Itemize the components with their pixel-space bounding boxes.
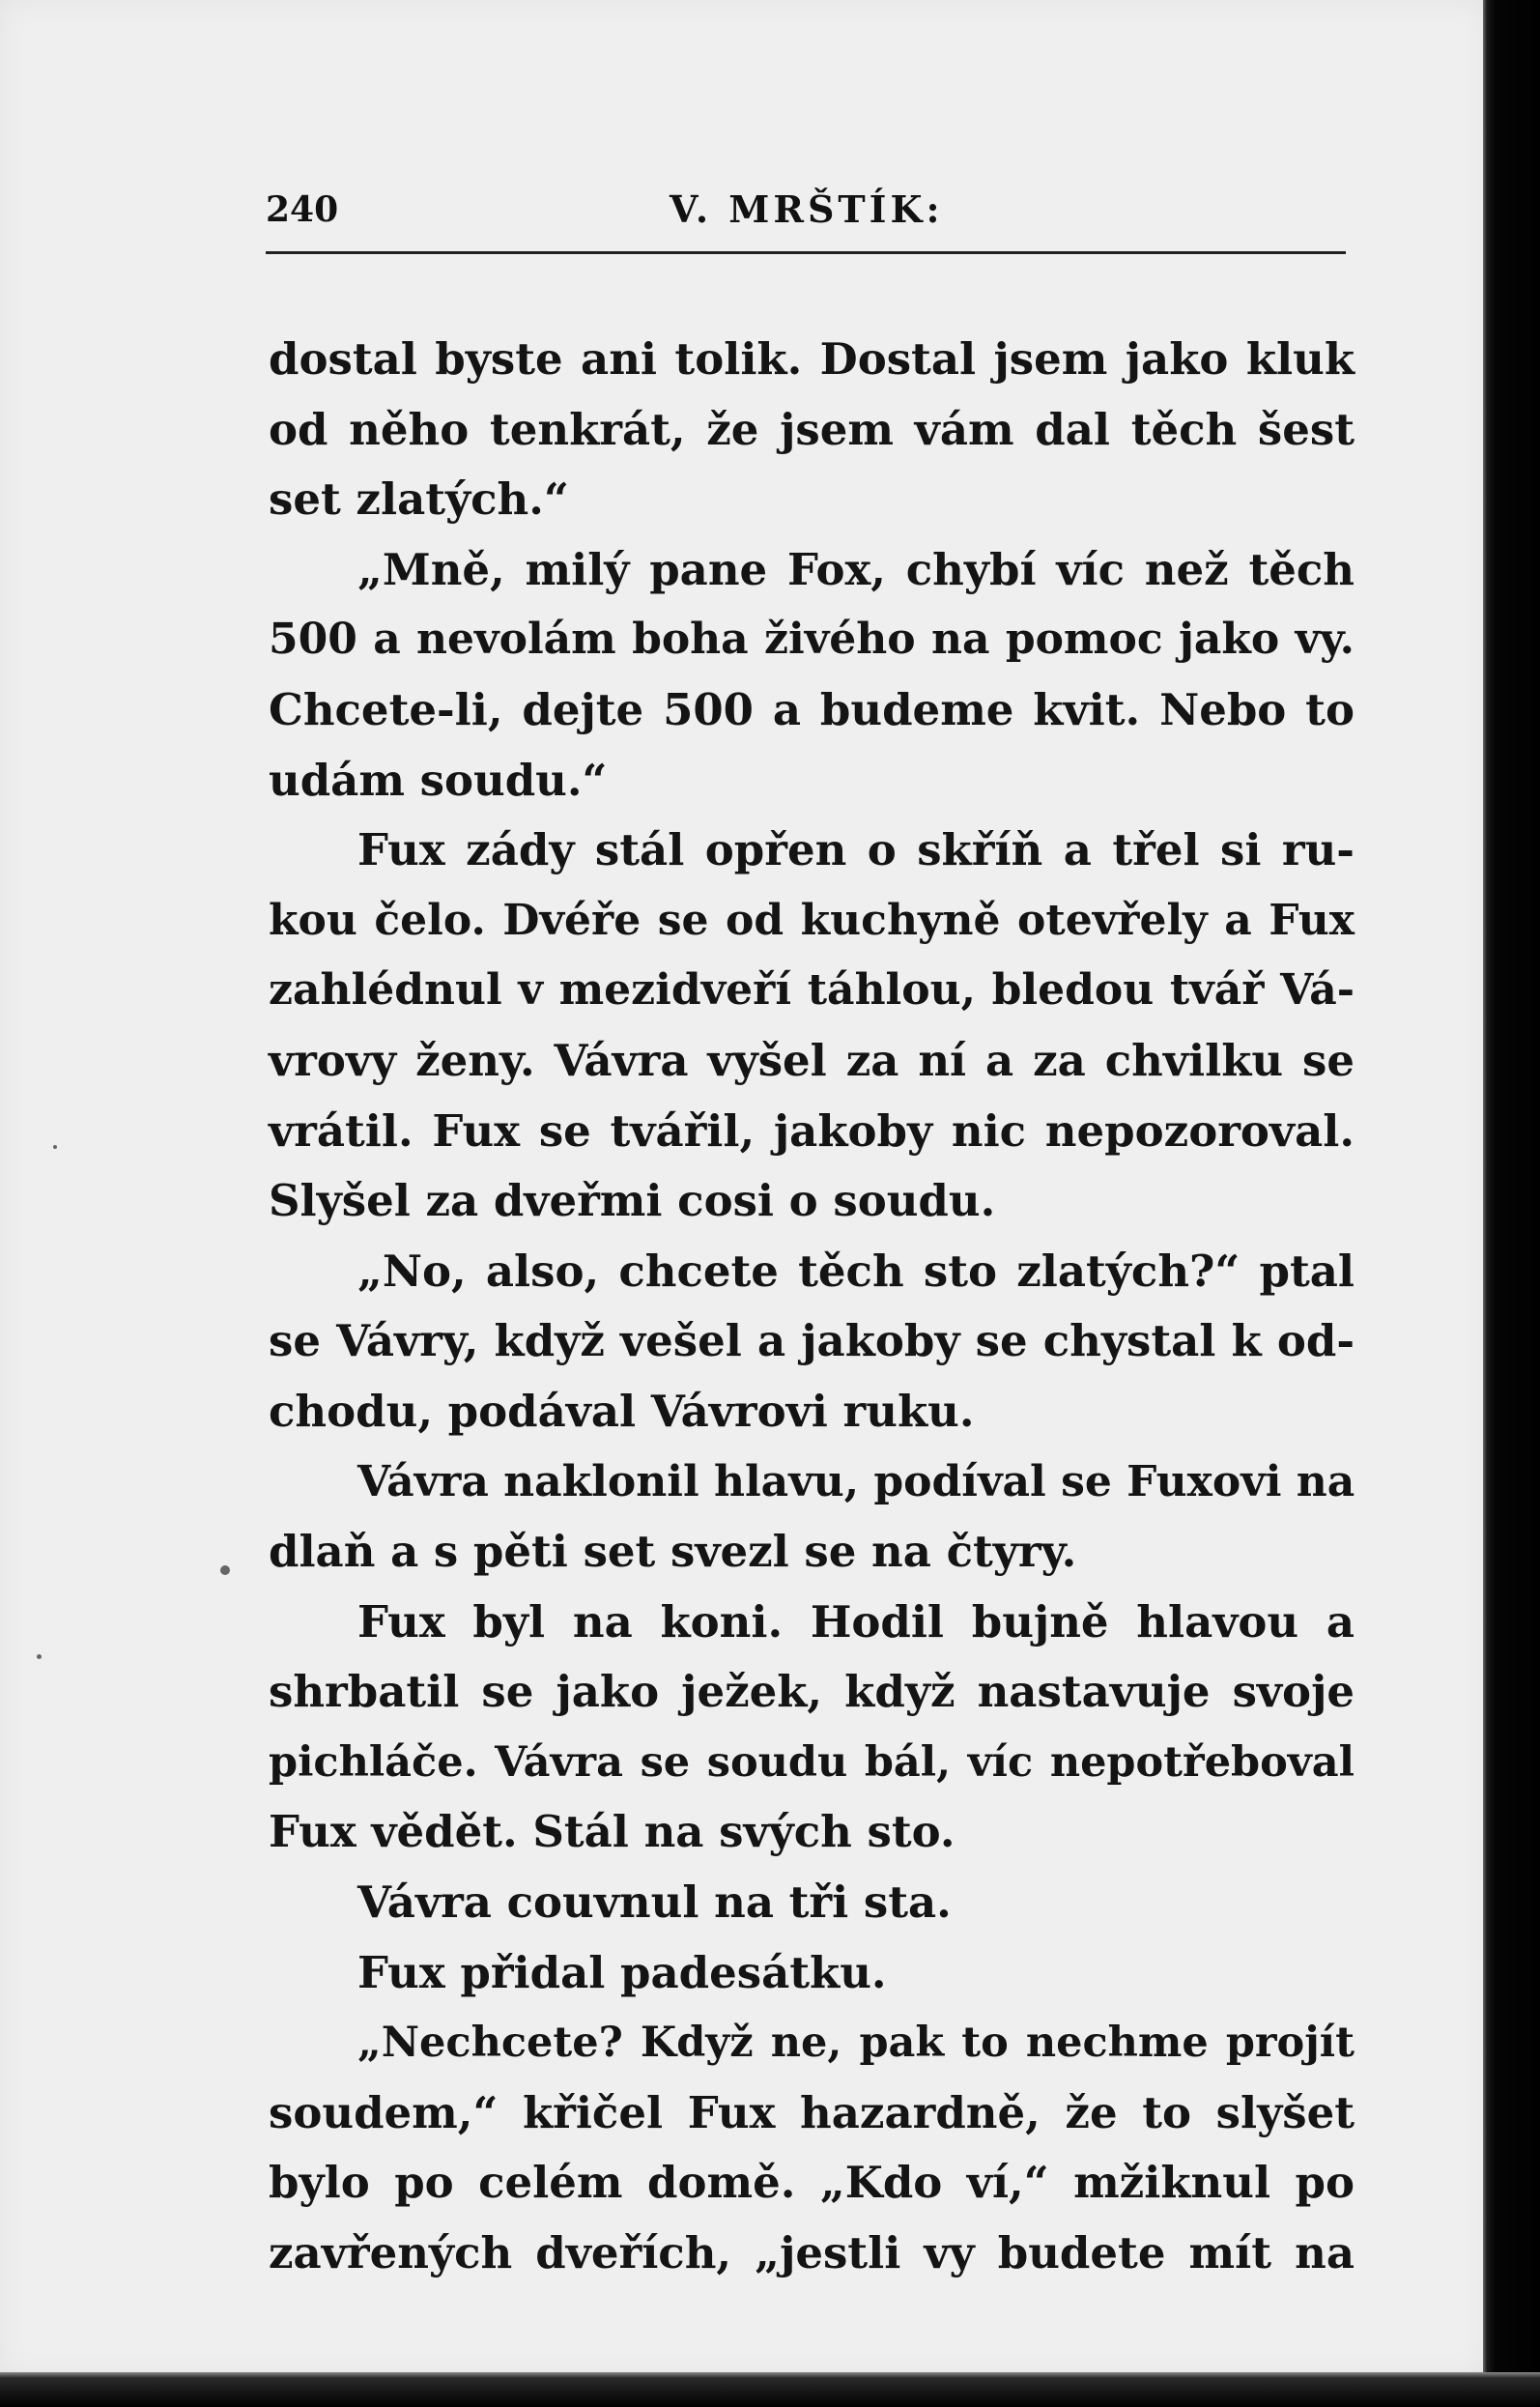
text-line: udám soudu.“ xyxy=(269,754,608,806)
text-line: pichláče. Vávra se soudu bál, víc nepotřeboval xyxy=(269,1737,1355,1787)
text-line: od něho tenkrát, že jsem vám dal těch šest xyxy=(269,403,1355,455)
text-line: bylo po celém domě. „Kdo ví,“ mžiknul po xyxy=(269,2157,1355,2209)
text-line: dlaň a s pěti set svezl se na čtyry. xyxy=(269,1526,1077,1578)
text-line: Fux vědět. Stál na svých sto. xyxy=(269,1806,955,1858)
text-line: Fux zády stál opřen o skříň a třel si ru- xyxy=(357,824,1355,876)
text-line: zahlédnul v mezidveří táhlou, bledou tvář Vá- xyxy=(269,965,1355,1016)
running-head: V. MRŠTÍK: xyxy=(670,187,944,231)
scan-border-right xyxy=(1483,0,1540,2407)
text-line: Vávra couvnul na tři sta. xyxy=(357,1877,952,1929)
text-line: zavřených dveřích, „jestli vy budete mít na xyxy=(269,2227,1355,2279)
text-line: Fux přidal padesátku. xyxy=(357,1946,887,1998)
text-line: „No, also, chcete těch sto zlatých?“ ptal xyxy=(357,1245,1355,1297)
header-rule xyxy=(266,251,1346,254)
text-line: Slyšel za dveřmi cosi o soudu. xyxy=(269,1175,996,1227)
text-line: vrovy ženy. Vávra vyšel za ní a za chvilku se xyxy=(269,1034,1355,1086)
page-number: 240 xyxy=(266,189,339,230)
text-line: Vávra naklonil hlavu, podíval se Fuxovi na xyxy=(357,1456,1355,1506)
text-line: set zlatých.“ xyxy=(269,473,569,526)
text-line: Fux byl na koni. Hodil bujně hlavou a xyxy=(357,1595,1355,1648)
page-header xyxy=(266,180,1346,242)
text-line: se Vávry, když vešel a jakoby se chystal k od- xyxy=(269,1315,1355,1367)
body-text xyxy=(269,325,1355,2289)
text-line: „Mně, milý pane Fox, chybí víc než těch xyxy=(357,543,1355,595)
text-line: chodu, podával Vávrovi ruku. xyxy=(269,1385,975,1437)
text-line: shrbatil se jako ježek, když nastavuje svoje xyxy=(269,1666,1355,1718)
scan-border-bottom xyxy=(0,2372,1540,2407)
text-line: soudem,“ křičel Fux hazardně, že to slyšet xyxy=(269,2086,1355,2138)
dust-speck xyxy=(220,1565,230,1575)
text-line: dostal byste ani tolik. Dostal jsem jako kluk xyxy=(269,333,1355,385)
text-line: „Nechcete? Když ne, pak to nechme projít xyxy=(357,2019,1355,2068)
text-line: Chcete-li, dejte 500 a budeme kvit. Nebo to xyxy=(269,683,1355,735)
text-line: 500 a nevolám boha živého na pomoc jako vy. xyxy=(269,615,1355,665)
text-line: kou čelo. Dvéře se od kuchyně otevřely a Fux xyxy=(269,895,1355,945)
dust-speck xyxy=(37,1654,42,1659)
text-line: vrátil. Fux se tvářil, jakoby nic nepozoroval. xyxy=(269,1104,1355,1157)
dust-speck xyxy=(53,1145,57,1149)
